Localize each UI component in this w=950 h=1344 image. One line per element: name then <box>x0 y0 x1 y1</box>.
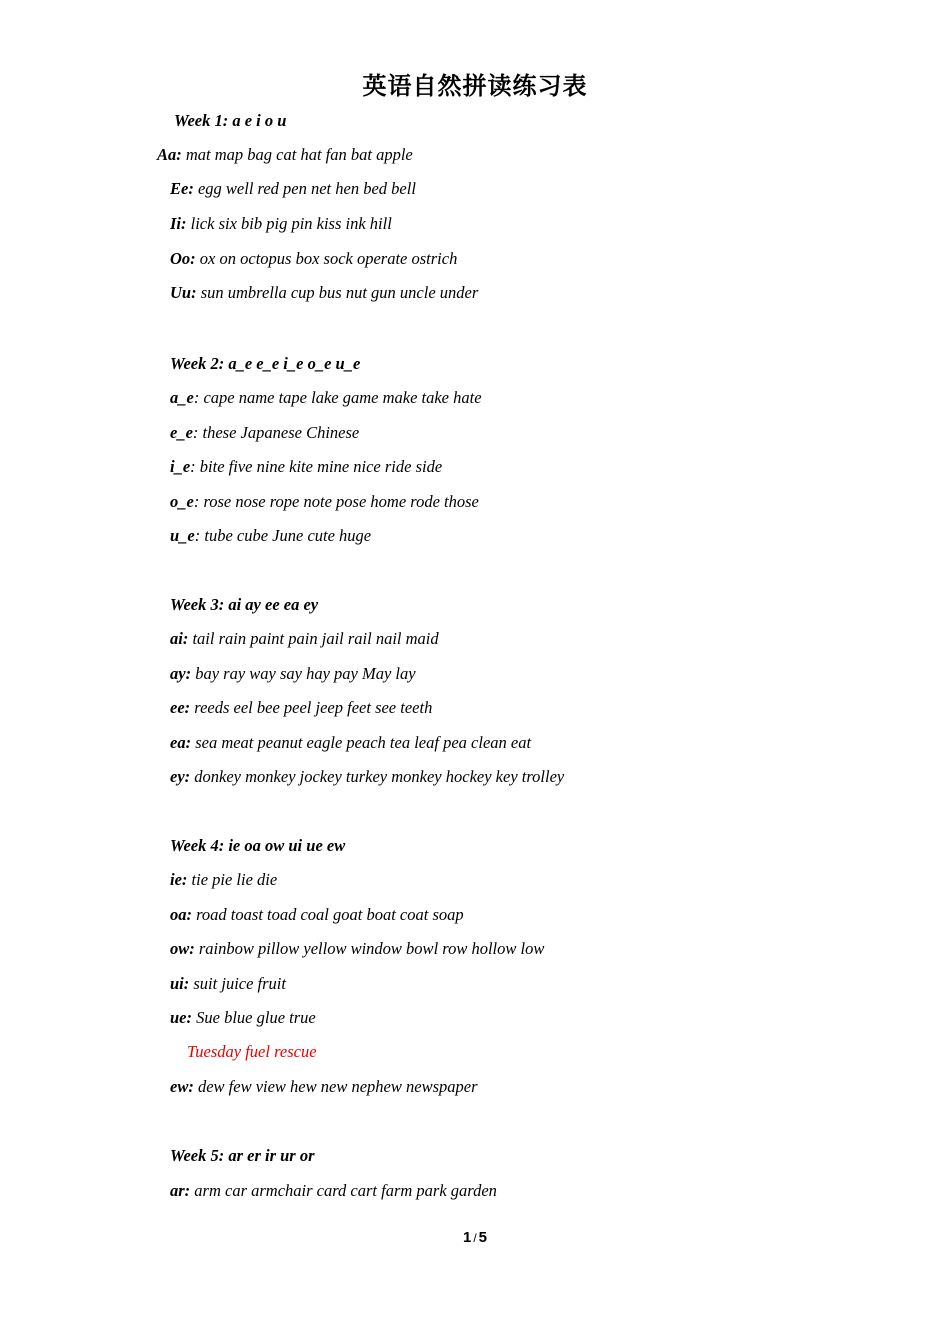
phonics-row <box>170 179 416 199</box>
week-sounds: : ie oa ow ui ue ew <box>218 836 346 855</box>
week-2-heading <box>170 354 360 374</box>
sound-key: o_e <box>170 492 194 511</box>
sound-key: u_e <box>170 526 195 545</box>
week-label: Week 4 <box>170 836 219 855</box>
sound-key: ow: <box>170 939 195 958</box>
sound-key: Ee: <box>170 179 194 198</box>
phonics-row <box>170 388 482 408</box>
sound-key: ey: <box>170 767 191 786</box>
phonics-row <box>170 629 439 649</box>
phonics-row <box>170 1008 316 1028</box>
sound-key: ui: <box>170 974 190 993</box>
word-list: dew few view hew new nephew newspaper <box>193 1077 478 1096</box>
phonics-row <box>170 939 544 959</box>
page-number <box>0 1229 950 1246</box>
word-list: lick six bib pig pin kiss ink hill <box>186 214 392 233</box>
word-list: : tube cube June cute huge <box>194 526 372 545</box>
sound-key: i_e <box>170 457 191 476</box>
week-label: Week 1 <box>174 111 223 130</box>
sound-key: ee: <box>170 698 191 717</box>
week-4-heading <box>170 836 345 856</box>
phonics-row <box>170 457 442 477</box>
sound-key: ea: <box>170 733 192 752</box>
sound-key: a_e <box>170 388 194 407</box>
week-label: Week 5 <box>170 1146 219 1165</box>
word-list: donkey monkey jockey turkey monkey hockey key trolley <box>190 767 565 786</box>
sound-key: ie: <box>170 870 188 889</box>
word-list: : these Japanese Chinese <box>192 423 360 442</box>
current-page: 1 <box>462 1229 472 1246</box>
word-list: : bite five nine kite mine nice ride side <box>190 457 443 476</box>
week-label: Week 2 <box>170 354 219 373</box>
week-label: Week 3 <box>170 595 219 614</box>
week-sounds: : a e i o u <box>222 111 287 130</box>
word-list: reeds eel bee peel jeep feet see teeth <box>190 698 433 717</box>
phonics-row <box>170 698 432 718</box>
word-list: : rose nose rope note pose home rode those <box>193 492 479 511</box>
sound-key: ai: <box>170 629 189 648</box>
phonics-row <box>170 870 277 890</box>
word-list: ox on octopus box sock operate ostrich <box>195 249 458 268</box>
word-list: arm car armchair card cart farm park garden <box>190 1181 497 1200</box>
word-list: egg well red pen net hen bed bell <box>193 179 416 198</box>
word-list: tail rain paint pain jail rail nail maid <box>188 629 439 648</box>
phonics-row <box>170 214 392 234</box>
week-sounds: : a_e e_e i_e o_e u_e <box>218 354 361 373</box>
phonics-row-highlight <box>187 1042 317 1062</box>
word-list: sea meat peanut eagle peach tea leaf pea clean eat <box>191 733 532 752</box>
week-sounds: : ar er ir ur or <box>218 1146 315 1165</box>
sound-key: ew: <box>170 1077 194 1096</box>
phonics-row <box>170 283 478 303</box>
sound-key: Oo: <box>170 249 196 268</box>
sound-key: Aa: <box>157 145 182 164</box>
sound-key: Ii: <box>170 214 187 233</box>
word-list: suit juice fruit <box>189 974 286 993</box>
sound-key: oa: <box>170 905 192 924</box>
phonics-row <box>170 423 359 443</box>
word-list: Sue blue glue true <box>192 1008 316 1027</box>
phonics-row <box>170 664 416 684</box>
sound-key: ay: <box>170 664 192 683</box>
word-list: road toast toad coal goat boat coat soap <box>192 905 464 924</box>
phonics-row <box>170 733 531 753</box>
phonics-row <box>170 249 457 269</box>
week-1-heading <box>174 111 286 131</box>
week-5-heading <box>170 1146 315 1166</box>
word-list: mat map bag cat hat fan bat apple <box>181 145 413 164</box>
phonics-row <box>170 1077 478 1097</box>
week-sounds: : ai ay ee ea ey <box>218 595 319 614</box>
document-title: 英语自然拼读练习表 <box>362 72 588 100</box>
page-separator: / <box>473 1231 477 1245</box>
word-list: tie pie lie die <box>187 870 278 889</box>
phonics-row <box>157 145 413 165</box>
phonics-row <box>170 905 464 925</box>
word-list: sun umbrella cup bus nut gun uncle under <box>196 283 479 302</box>
word-list: : cape name tape lake game make take hate <box>193 388 482 407</box>
phonics-row <box>170 974 286 994</box>
sound-key: ue: <box>170 1008 192 1027</box>
word-list: rainbow pillow yellow window bowl row hollow low <box>194 939 545 958</box>
word-list: bay ray way say hay pay May lay <box>191 664 416 683</box>
sound-key: Uu: <box>170 283 197 302</box>
sound-key: ar: <box>170 1181 191 1200</box>
sound-key: e_e <box>170 423 193 442</box>
week-3-heading <box>170 595 318 615</box>
phonics-row <box>170 526 371 546</box>
total-pages: 5 <box>478 1229 488 1246</box>
word-list: Tuesday fuel rescue <box>187 1042 317 1061</box>
phonics-row <box>170 767 564 787</box>
phonics-row <box>170 1181 497 1201</box>
phonics-row <box>170 492 479 512</box>
